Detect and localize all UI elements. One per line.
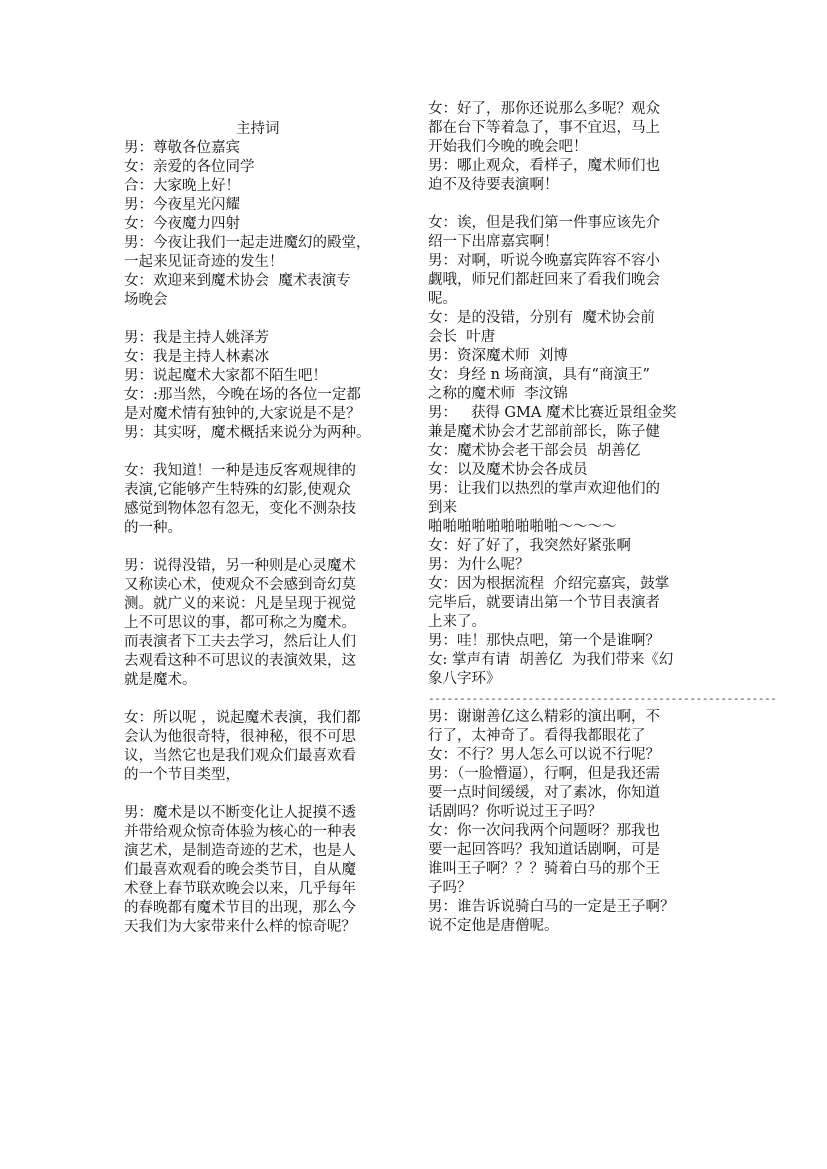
script-line: 女：欢迎来到魔术协会 魔术表演专 — [124, 273, 351, 289]
script-line: 男：对啊，听说今晚嘉宾阵容不容小 — [428, 253, 660, 269]
script-line: 上不可思议的事，都可称之为魔术。 — [124, 615, 356, 631]
script-line: 男：尊敬各位嘉宾 — [124, 140, 240, 156]
script-line: 女：因为根据流程 介绍完嘉宾，鼓掌 — [428, 576, 670, 592]
script-line: 女：:那当然，今晚在场的各位一定都 — [124, 387, 361, 403]
script-line: 男：说得没错，另一种则是心灵魔术 — [124, 558, 356, 574]
script-line: 女：好了，那你还说那么多呢？观众 — [428, 101, 660, 117]
right-column — [428, 0, 777, 936]
script-line: 的春晚都有魔术节目的出现，那么今 — [124, 900, 356, 916]
script-line: 完毕后，就要请出第一个节目表演者 — [428, 595, 660, 611]
script-line: 要一起回答吗？我知道话剧啊，可是 — [428, 842, 660, 858]
script-line: 天我们为大家带来什么样的惊奇呢？ — [124, 919, 356, 935]
script-line — [428, 195, 728, 214]
script-line: 说不定他是唐僧呢。 — [428, 918, 559, 934]
left-column — [124, 0, 414, 937]
script-line — [124, 310, 414, 329]
script-line: 子吗？ — [428, 880, 472, 896]
script-line: 男： 获得 GMA 魔术比赛近景组金奖 — [428, 405, 677, 421]
script-line: 并带给观众惊奇体验为核心的一种表 — [124, 824, 356, 840]
script-line: 行了，太神奇了。看得我都眼花了 — [428, 728, 646, 744]
script-line: 开始我们今晚的晚会吧！ — [428, 139, 588, 155]
script-line: 男：说起魔术大家都不陌生吧！ — [124, 368, 327, 384]
script-line: 是对魔术情有独钟的,大家说是不是？ — [124, 406, 361, 422]
script-line: 会认为他很奇特，很神秘，很不可思 — [124, 729, 356, 745]
script-line: 演艺术，是制造奇迹的艺术，也是人 — [124, 843, 356, 859]
script-line: 话剧吗？你听说过王子吗？ — [428, 804, 602, 820]
script-line: 女：你一次问我两个问题呀？那我也 — [428, 823, 660, 839]
script-line — [124, 690, 414, 709]
script-line: 上来了。 — [428, 614, 486, 630]
script-line: 兼是魔术协会才艺部前部长，陈子健 — [428, 424, 660, 440]
script-line: 男：其实呀，魔术概括来说分为两种。 — [124, 425, 371, 441]
script-line: 要一点时间缓缓，对了素冰，你知道 — [428, 785, 660, 801]
script-line: 啪啪啪啪啪啪啪啪啪～～～～ — [428, 519, 617, 535]
script-line: 感觉到物体忽有忽无，变化不测杂技 — [124, 501, 356, 517]
script-line: 就是魔术。 — [124, 672, 197, 688]
script-line: 男：为什么呢？ — [428, 557, 530, 573]
script-line — [124, 443, 414, 462]
script-line: 女：好了好了，我突然好紧张啊 — [428, 538, 631, 554]
script-line — [124, 538, 414, 557]
script-line: 男：今夜星光闪耀 — [124, 197, 240, 213]
script-line: 女：今夜魔力四射 — [124, 216, 240, 232]
script-line: 男：资深魔术师 刘博 — [428, 348, 568, 364]
script-line: 女：不行？男人怎么可以说不行呢？ — [428, 747, 660, 763]
script-line: 女：是的没错，分别有 魔术协会前 — [428, 310, 655, 326]
script-line: 男：让我们以热烈的掌声欢迎他们的 — [428, 481, 660, 497]
script-line: 象八字环》 — [428, 671, 501, 687]
script-line: 男：（一脸懵逼），行啊，但是我还需 — [428, 766, 660, 782]
script-line: 女: 掌声有请 胡善亿 为我们带来《幻 — [428, 652, 674, 668]
script-line: 女：魔术协会老干部会员 胡善亿 — [428, 443, 641, 459]
script-line: 会长 叶唐 — [428, 329, 496, 345]
script-line: 谁叫王子啊？？？骑着白马的那个王 — [428, 861, 660, 877]
script-line: 迫不及待要表演啊！ — [428, 177, 559, 193]
script-line: 都在台下等着急了，事不宜迟，马上 — [428, 120, 660, 136]
script-line: 女：身经 n 场商演，具有“商演王” — [428, 367, 650, 383]
script-line: 男：魔术是以不断变化让人捉摸不透 — [124, 805, 356, 821]
script-line: 术登上春节联欢晚会以来，几乎每年 — [124, 881, 356, 897]
script-line: 测。就广义的来说：凡是呈现于视觉 — [124, 596, 356, 612]
script-line: 绍一下出席嘉宾啊！ — [428, 234, 559, 250]
script-line: 男：今夜让我们一起走进魔幻的殿堂， — [124, 235, 371, 251]
script-line: 觑哦，师兄们都赶回来了看我们晚会 — [428, 272, 660, 288]
script-line: 女：诶，但是我们第一件事应该先介 — [428, 215, 660, 231]
script-line: 合：大家晚上好！ — [124, 178, 240, 194]
script-line: 的一个节目类型， — [124, 767, 240, 783]
script-line: 女：亲爱的各位同学 — [124, 159, 255, 175]
script-line: 男：谁告诉说骑白马的一定是王子啊？ — [428, 899, 675, 915]
separator-line: -------------------------------------------------------- — [428, 692, 777, 705]
script-line: 又称读心术，使观众不会感到奇幻莫 — [124, 577, 356, 593]
script-line: 去观看这种不可思议的表演效果，这 — [124, 653, 356, 669]
script-line: 男：谢谢善亿这么精彩的演出啊，不 — [428, 709, 660, 725]
script-line: 女：以及魔术协会各成员 — [428, 462, 588, 478]
script-line: 到来 — [428, 500, 457, 516]
script-line: 场晚会 — [124, 292, 168, 308]
script-line: 女：我知道！一种是违反客观规律的 — [124, 463, 356, 479]
script-line: 们最喜欢观看的晚会类节目，自从魔 — [124, 862, 356, 878]
script-line: 之称的魔术师 李汶锦 — [428, 386, 568, 402]
script-line — [124, 785, 414, 804]
script-line: 男：哪止观众，看样子，魔术师们也 — [428, 158, 660, 174]
script-line: 而表演者下工夫去学习，然后让人们 — [124, 634, 356, 650]
page-title: 主持词 — [236, 121, 280, 137]
script-line: 男：哇！那快点吧，第一个是谁啊？ — [428, 633, 660, 649]
script-line: 男：我是主持人姚泽芳 — [124, 330, 269, 346]
script-line: 议，当然它也是我们观众们最喜欢看 — [124, 748, 356, 764]
script-line: 表演,它能够产生特殊的幻影,使观众 — [124, 482, 351, 498]
script-line: 的一种。 — [124, 520, 182, 536]
script-line: 女：所以呢 ，说起魔术表演，我们都 — [124, 710, 361, 726]
script-line: 女：我是主持人林素冰 — [124, 349, 269, 365]
script-line: 一起来见证奇迹的发生！ — [124, 254, 284, 270]
script-line: 呢。 — [428, 291, 457, 307]
